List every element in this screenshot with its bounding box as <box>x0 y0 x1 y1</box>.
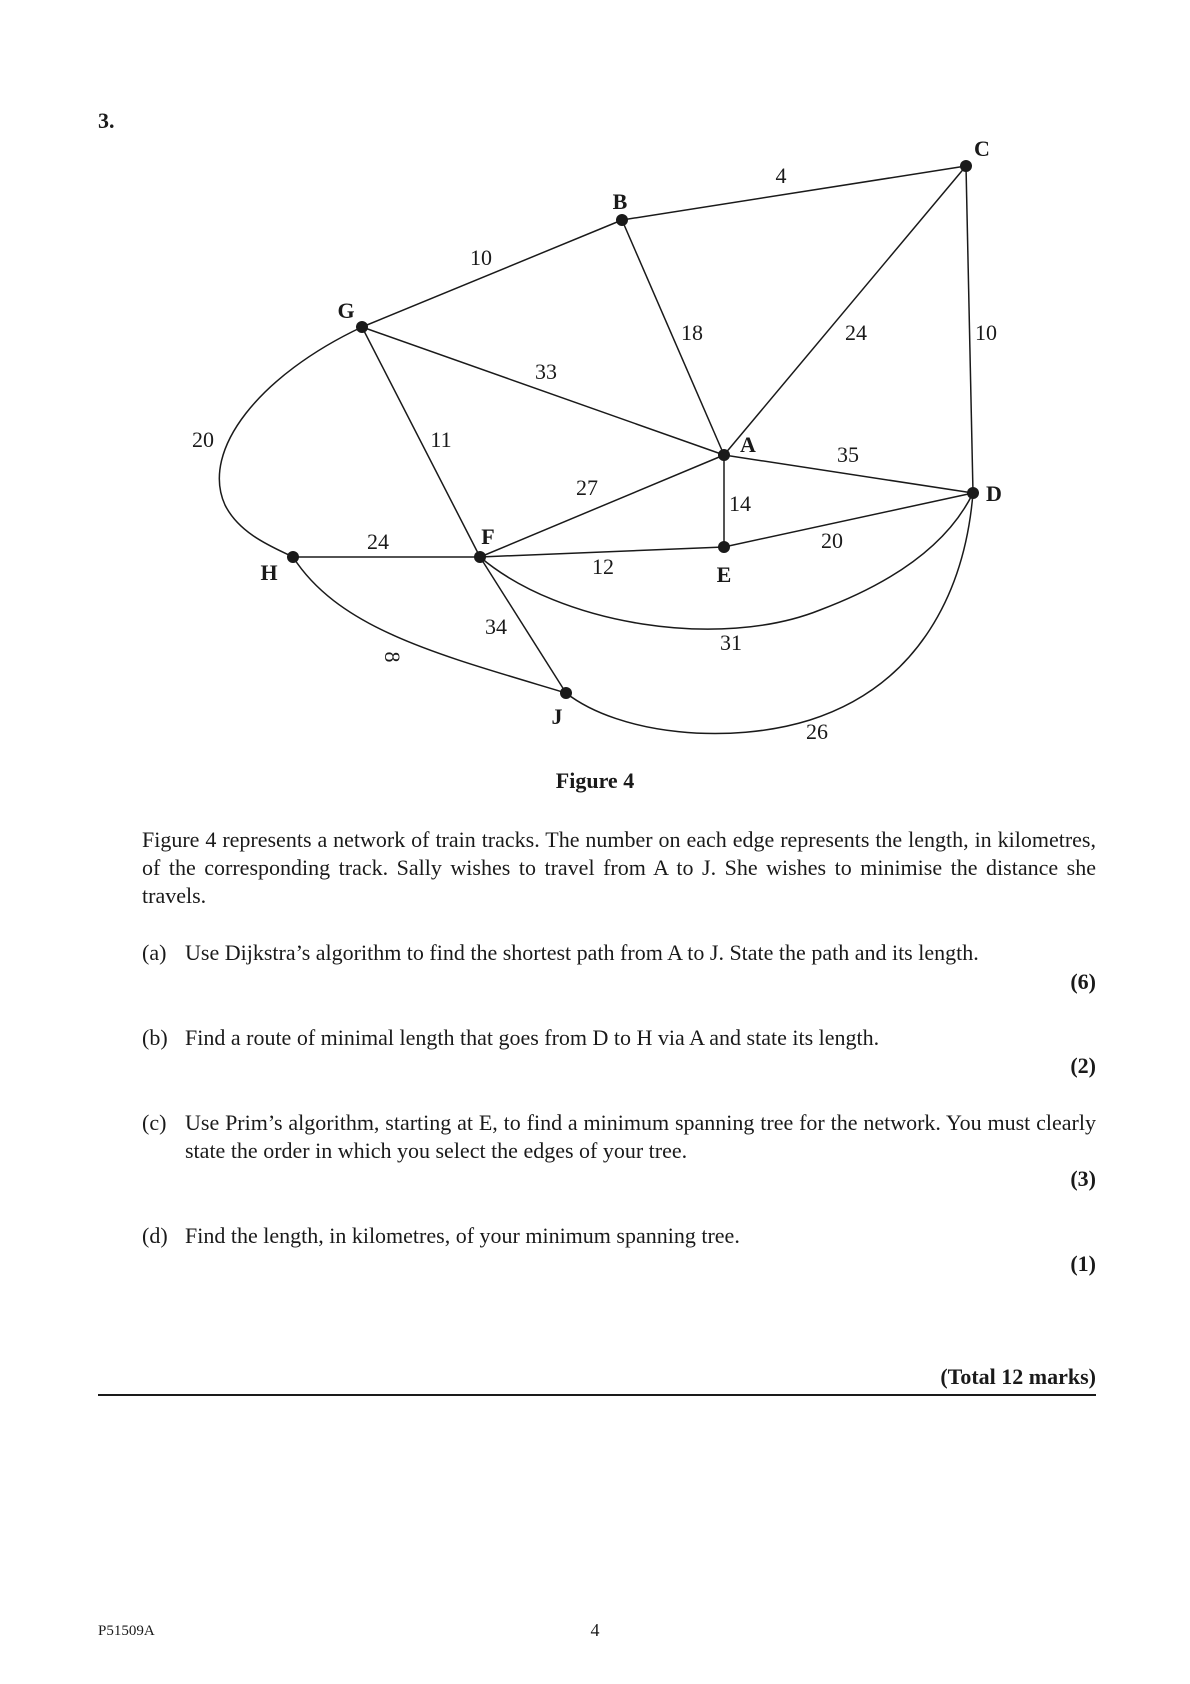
edge-C-A <box>724 166 966 455</box>
node-C <box>960 160 972 172</box>
node-label-B: B <box>612 189 628 214</box>
part-b-label: (b) <box>142 1025 168 1050</box>
node-J <box>560 687 572 699</box>
weight-H-F: 24 <box>367 529 389 554</box>
edge-G-H <box>219 327 362 557</box>
edge-F-A <box>480 455 724 557</box>
node-label-G: G <box>337 298 355 323</box>
node-label-D: D <box>986 481 1002 506</box>
total-marks: (Total 12 marks) <box>940 1364 1096 1389</box>
weight-B-A: 18 <box>681 320 703 345</box>
weight-F-D: 31 <box>720 630 742 655</box>
page-number: 4 <box>590 1620 600 1640</box>
node-label-A: A <box>740 432 756 457</box>
weight-C-D: 10 <box>975 320 997 345</box>
node-label-C: C <box>974 136 990 161</box>
edge-C-D <box>966 166 973 493</box>
part-d-label: (d) <box>142 1223 168 1248</box>
figure-caption: Figure 4 <box>555 768 635 793</box>
node-label-E: E <box>716 562 732 587</box>
node-A <box>718 449 730 461</box>
question-number: 3. <box>98 108 115 133</box>
edge-G-F <box>362 327 480 557</box>
part-a <box>142 939 1096 967</box>
weight-A-E: 14 <box>729 491 751 516</box>
edge-B-A <box>622 220 724 455</box>
part-d-marks: (1) <box>1070 1251 1096 1276</box>
node-H <box>287 551 299 563</box>
edge-G-A <box>362 327 724 455</box>
weight-G-A: 33 <box>535 359 557 384</box>
part-d <box>142 1222 1096 1250</box>
end-rule <box>98 1394 1096 1396</box>
weight-F-J: 34 <box>485 614 507 639</box>
node-G <box>356 321 368 333</box>
part-b <box>142 1024 1096 1052</box>
node-label-J: J <box>551 704 563 729</box>
weight-J-D: 26 <box>806 719 828 744</box>
weight-C-A: 24 <box>845 320 867 345</box>
edge-G-B <box>362 220 622 327</box>
part-b-text: Find a route of minimal length that goes from D to H via A and state its length. <box>185 1025 880 1050</box>
weight-B-C: 4 <box>775 163 787 188</box>
part-a-label: (a) <box>142 940 167 965</box>
node-E <box>718 541 730 553</box>
part-c-marks: (3) <box>1070 1166 1096 1191</box>
part-a-text: Use Dijkstra’s algorithm to find the shortest path from A to J. State the path and its length. <box>185 940 979 965</box>
node-label-H: H <box>260 560 278 585</box>
weight-G-F: 11 <box>430 427 452 452</box>
part-c-label: (c) <box>142 1110 167 1135</box>
edge-B-C <box>622 166 966 220</box>
paper-code: P51509A <box>98 1623 155 1639</box>
edge-E-D <box>724 493 973 547</box>
weight-F-A: 27 <box>576 475 598 500</box>
part-d-text: Find the length, in kilometres, of your minimum spanning tree. <box>185 1223 740 1248</box>
weight-H-J: 8 <box>380 651 405 663</box>
part-a-marks: (6) <box>1070 969 1096 994</box>
network-diagram <box>0 0 1190 780</box>
node-F <box>474 551 486 563</box>
weight-A-D: 35 <box>837 442 859 467</box>
weight-G-B: 10 <box>470 245 492 270</box>
node-D <box>967 487 979 499</box>
weight-E-D: 20 <box>821 528 843 553</box>
edge-J-D <box>566 493 973 734</box>
node-B <box>616 214 628 226</box>
part-b-marks: (2) <box>1070 1053 1096 1078</box>
weight-G-H: 20 <box>192 427 214 452</box>
part-c-text: Use Prim’s algorithm, starting at E, to find a minimum spanning tree for the network. You must clearly state the order in which you select the edges of your tree. <box>185 1110 1096 1163</box>
weight-F-E: 12 <box>592 554 614 579</box>
question-intro: Figure 4 represents a network of train tracks. The number on each edge represents the length, in kilometres, of the corresponding track. Sally wishes to travel from A to J. She wishes to minimise the distance she travels. <box>142 827 1096 908</box>
node-label-F: F <box>481 524 495 549</box>
part-c <box>142 1109 1096 1165</box>
edge-H-J <box>293 557 566 693</box>
